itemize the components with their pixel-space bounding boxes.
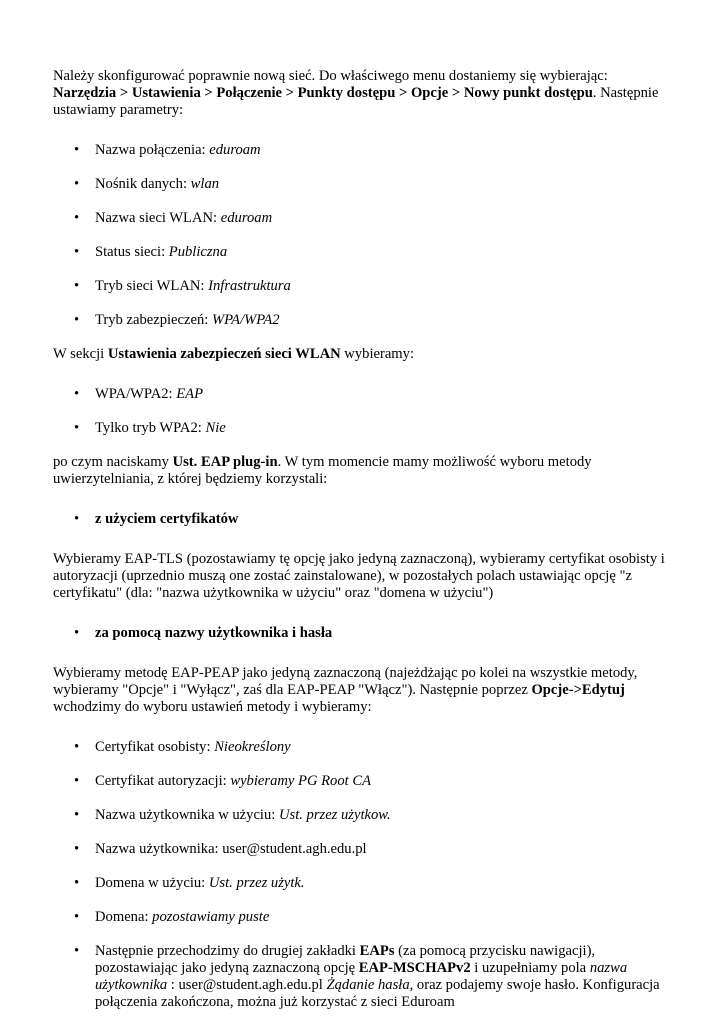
final-step-text: : user@student.agh.edu.pl xyxy=(167,977,327,993)
bullet-icon: • xyxy=(74,176,80,192)
param-label: Nazwa użytkownika: xyxy=(95,841,223,857)
menu-path: Narzędzia > Ustawienia > Połączenie > Punkty dostępu > Opcje > Nowy punkt dostępu xyxy=(53,85,593,101)
eap-paragraph xyxy=(53,454,673,488)
bullet-icon: • xyxy=(74,625,80,641)
list-item xyxy=(53,244,673,261)
bullet-icon: • xyxy=(74,943,80,959)
param-value: Ust. przez użytkow. xyxy=(278,807,391,823)
list-item xyxy=(53,420,673,437)
peap-text-end: wchodzimy do wyboru ustawień metody i wybieramy: xyxy=(53,699,372,715)
peap-paragraph xyxy=(53,665,673,716)
password-field-name: Żądanie hasła xyxy=(326,977,410,993)
param-value: Nieokreślony xyxy=(214,739,291,755)
param-label: Tryb sieci WLAN: xyxy=(95,278,209,294)
intro-text-end: . Następnie ustawiamy parametry: xyxy=(53,85,659,118)
param-label: Nazwa połączenia: xyxy=(95,142,210,158)
list-item xyxy=(53,386,673,403)
bullet-icon: • xyxy=(74,909,80,925)
list-item xyxy=(53,739,673,756)
param-label: Certyfikat autoryzacji: xyxy=(95,773,231,789)
list-item xyxy=(53,841,673,858)
param-label: WPA/WPA2: xyxy=(95,386,177,402)
method-heading: z użyciem certyfikatów xyxy=(95,511,239,527)
eap-text-end: . W tym momencie mamy możliwość wyboru metody uwierzytelniania, z której będziemy korzystali: xyxy=(53,454,592,487)
param-label: Nośnik danych: xyxy=(95,176,191,192)
bullet-icon: • xyxy=(74,773,80,789)
bullet-icon: • xyxy=(74,511,80,527)
bullet-icon: • xyxy=(74,244,80,260)
param-label: Status sieci: xyxy=(95,244,169,260)
bullet-icon: • xyxy=(74,386,80,402)
mschap-option-name: EAP-MSCHAPv2 xyxy=(358,960,471,976)
bullet-icon: • xyxy=(74,210,80,226)
intro-paragraph xyxy=(53,68,673,119)
bullet-icon: • xyxy=(74,841,80,857)
tls-paragraph: Wybieramy EAP-TLS (pozostawiamy tę opcję jako jedyną zaznaczoną), wybieramy certyfikat osobisty i autoryzacji (uprzednio muszą one zostać zainstalowane), w pozostałych polach ustawiając opcję "z certyfikatu" (dla: "nazwa użytkownika w użyciu" oraz "domena w użyciu") xyxy=(53,551,665,601)
param-value: eduroam xyxy=(220,210,273,226)
list-item xyxy=(53,875,673,892)
list-item xyxy=(53,625,673,642)
param-label: Domena: xyxy=(95,909,153,925)
list-item xyxy=(53,210,673,227)
param-value: wybieramy PG Root CA xyxy=(230,773,371,789)
security-heading xyxy=(53,346,673,363)
final-step-text: , oraz podajemy swoje hasło. Konfiguracja połączenia zakończona, można już korzystać z sieci Eduroam xyxy=(95,977,660,1010)
security-list xyxy=(53,386,673,437)
username-field-name: nazwa użytkownika xyxy=(95,960,628,993)
param-label: Domena w użyciu: xyxy=(95,875,209,891)
list-item xyxy=(53,511,673,528)
param-value: Infrastruktura xyxy=(208,278,291,294)
eap-text: po czym naciskamy xyxy=(53,454,173,470)
bullet-icon: • xyxy=(74,875,80,891)
param-value: Publiczna xyxy=(168,244,228,260)
userpass-method-list xyxy=(53,625,673,642)
list-item xyxy=(53,773,673,790)
eaps-tab-name: EAPs xyxy=(359,943,395,959)
param-value: WPA/WPA2 xyxy=(211,312,280,328)
param-value: Nie xyxy=(205,420,226,436)
method-heading: za pomocą nazwy użytkownika i hasła xyxy=(95,625,333,641)
param-value: wlan xyxy=(190,176,220,192)
certificate-method-list xyxy=(53,511,673,528)
security-section-name: Ustawienia zabezpieczeń sieci WLAN xyxy=(107,346,341,362)
param-label: Certyfikat osobisty: xyxy=(95,739,215,755)
list-item xyxy=(53,176,673,193)
param-value: Ust. przez użytk. xyxy=(208,875,305,891)
bullet-icon: • xyxy=(74,278,80,294)
security-heading-text: W sekcji xyxy=(53,346,108,362)
bullet-icon: • xyxy=(74,807,80,823)
param-label: Nazwa użytkownika w użyciu: xyxy=(95,807,279,823)
final-step-text: i uzupełniamy pola xyxy=(470,960,590,976)
document-page xyxy=(53,68,673,1028)
list-item xyxy=(53,943,673,1011)
list-item xyxy=(53,312,673,329)
parameters-list xyxy=(53,142,673,329)
peap-settings-list xyxy=(53,739,673,1011)
bullet-icon: • xyxy=(74,142,80,158)
security-heading-text-end: wybieramy: xyxy=(340,346,415,362)
list-item xyxy=(53,142,673,159)
param-value: eduroam xyxy=(209,142,261,158)
bullet-icon: • xyxy=(74,739,80,755)
param-label: Nazwa sieci WLAN: xyxy=(95,210,221,226)
intro-text: Należy skonfigurować poprawnie nową sieć. Do właściwego menu dostaniemy się wybierając: xyxy=(53,68,608,84)
list-item xyxy=(53,909,673,926)
final-step-text: Następnie przechodzimy do drugiej zakładki xyxy=(95,943,360,959)
param-label: Tryb zabezpieczeń: xyxy=(95,312,212,328)
param-value: EAP xyxy=(176,386,203,402)
list-item xyxy=(53,807,673,824)
eap-plugin-name: Ust. EAP plug-in xyxy=(172,454,278,470)
param-value: pozostawiamy puste xyxy=(152,909,270,925)
param-label: Tylko tryb WPA2: xyxy=(95,420,206,436)
final-step-text: (za pomocą przycisku nawigacji), pozostawiając jako jedyną zaznaczoną opcję xyxy=(95,943,596,976)
edit-option-name: Opcje->Edytuj xyxy=(531,682,625,698)
list-item xyxy=(53,278,673,295)
bullet-icon: • xyxy=(74,312,80,328)
bullet-icon: • xyxy=(74,420,80,436)
peap-text: Wybieramy metodę EAP-PEAP jako jedyną zaznaczoną (najeżdżając po kolei na wszystkie metody, wybieramy "Opcje" i "Wyłącz", zaś dla EAP-PEAP "Włącz"). Następnie poprzez xyxy=(53,665,638,698)
param-value: user@student.agh.edu.pl xyxy=(222,841,367,857)
